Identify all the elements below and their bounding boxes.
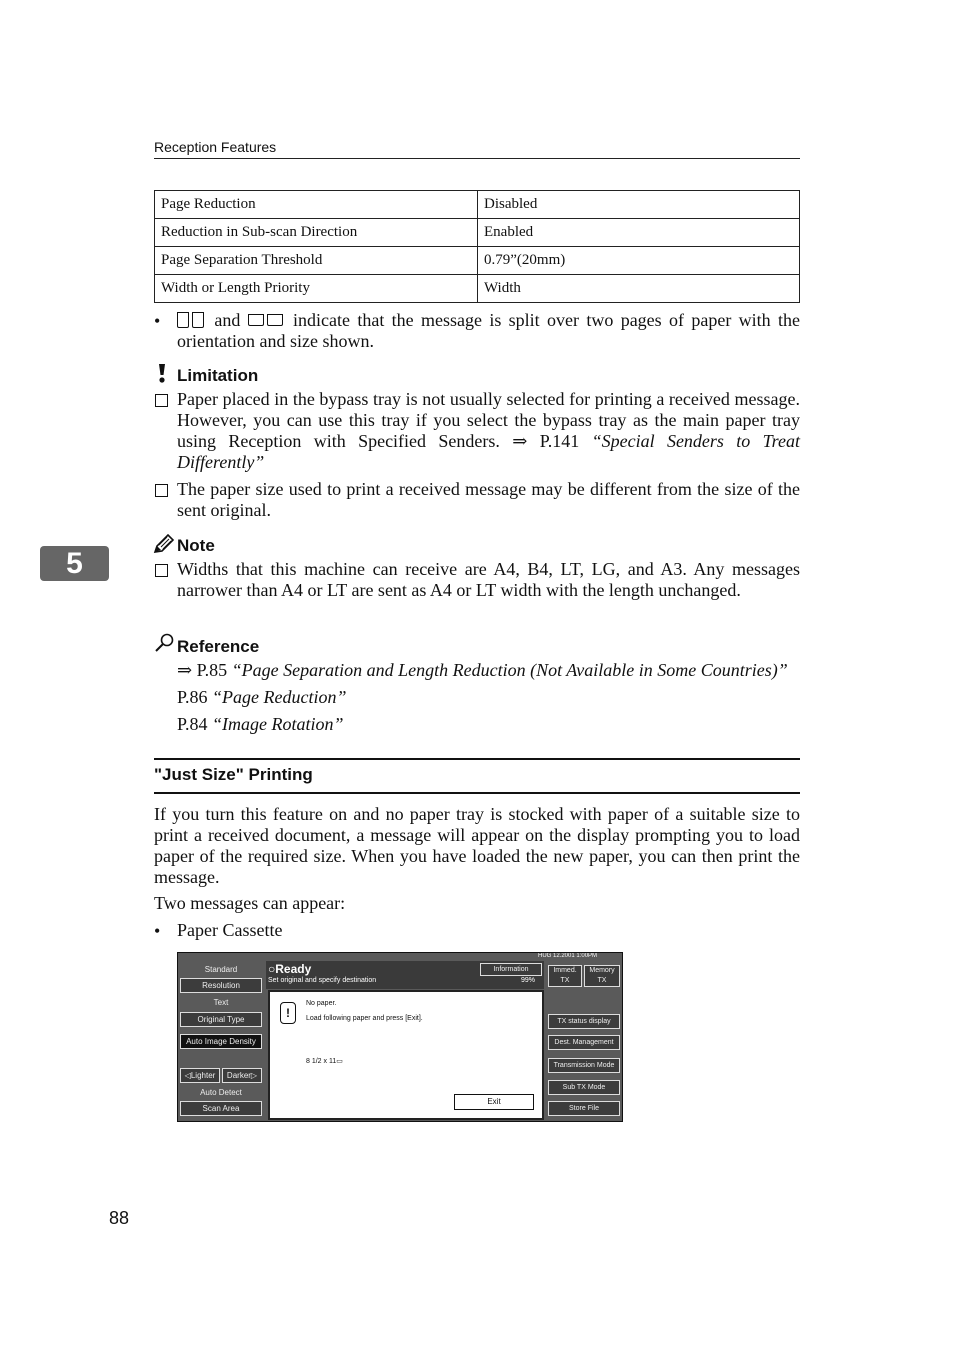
limitation-item-1-ref: “Special Senders to Treat Differently” (177, 431, 801, 472)
paper-cassette-bullet: Paper Cassette (177, 920, 283, 940)
darker-button[interactable]: Darker▷ (222, 1068, 262, 1083)
table-cell: Enabled (478, 219, 800, 247)
limitation-item-2: The paper size used to print a received message may be different from the size of the sent original. (177, 479, 800, 520)
limitation-item-1-text: Paper placed in the bypass tray is not usually selected for printing a received message. However, you can use this tray if you select the bypass tray as the main paper tray using Reception with Specified Senders. ⇒ P.141 (177, 389, 800, 451)
store-file-button[interactable]: Store File (548, 1101, 620, 1116)
reference-line-1 (177, 660, 800, 681)
chapter-tab: 5 (40, 546, 109, 581)
note-item-1: Widths that this machine can receive are A4, B4, LT, LG, and A3. Any messages narrower than A4 or LT are sent as A4 or LT width with the length unchanged. (177, 559, 800, 600)
page-number: 88 (109, 1208, 130, 1228)
scan-area-button[interactable]: Scan Area (180, 1101, 262, 1116)
reference-line-2 (177, 687, 347, 708)
reference-link[interactable]: “Page Separation and Length Reduction (Not Available in Some Countries)” (231, 660, 788, 680)
portrait-page-icon (192, 312, 204, 328)
reference-page: P.84 (177, 714, 208, 734)
just-size-paragraph: If you turn this feature on and no paper tray is stocked with paper of a suitable size to print a received document, a message will appear on the display prompting you to load paper of the required size. When you have loaded the new paper, you can then print the message. (154, 804, 800, 887)
reference-page: ⇒ P.85 (177, 660, 228, 680)
reference-link[interactable]: “Image Rotation” (212, 714, 344, 734)
standard-label: Standard (204, 965, 238, 974)
table-cell: Width or Length Priority (155, 275, 478, 303)
bullet-dot: • (154, 311, 161, 331)
header-rule (154, 158, 800, 159)
ready-status: ○Ready (268, 962, 312, 976)
landscape-page-icon (248, 314, 264, 326)
dialog-line-2: Load following paper and press [Exit]. (306, 1015, 423, 1022)
checkbox-icon (155, 484, 168, 502)
memory-tx-button[interactable]: Memory TX (584, 965, 620, 987)
resolution-button[interactable]: Resolution (180, 978, 262, 993)
portrait-page-icon (177, 312, 189, 328)
clock-readout: HUG 12.2001 1:00PM (538, 953, 598, 959)
lighter-button[interactable]: ◁Lighter (180, 1068, 220, 1083)
table-cell: Disabled (478, 191, 800, 219)
no-paper-dialog (268, 990, 544, 1120)
sub-tx-mode-button[interactable]: Sub TX Mode (548, 1080, 620, 1095)
table-row (155, 247, 800, 275)
information-button[interactable]: Information (480, 963, 542, 976)
memory-percent: 99% (521, 977, 536, 984)
reference-page: P.86 (177, 687, 208, 707)
checkbox-icon (155, 564, 168, 582)
section-heading: "Just Size" Printing (154, 765, 313, 784)
section-rule-top (154, 758, 800, 760)
table-cell: Reduction in Sub-scan Direction (155, 219, 478, 247)
limitation-icon (154, 363, 170, 385)
split-bullet-text (177, 310, 800, 352)
table-row (155, 275, 800, 303)
settings-table (154, 190, 800, 303)
reference-line-3 (177, 714, 344, 735)
just-size-paragraph-2: Two messages can appear: (154, 893, 346, 913)
running-head: Reception Features (154, 139, 277, 155)
operation-panel-screenshot (177, 952, 623, 1122)
transmission-mode-button[interactable]: Transmission Mode (548, 1058, 620, 1073)
table-cell: Page Reduction (155, 191, 478, 219)
status-bar (266, 961, 544, 989)
reference-link[interactable]: “Page Reduction” (212, 687, 347, 707)
auto-detect-label: Auto Detect (200, 1088, 242, 1097)
status-sub-text: Set original and specify destination (268, 977, 377, 984)
text-label: Text (213, 998, 229, 1007)
tx-status-button[interactable]: TX status display (548, 1014, 620, 1029)
table-row (155, 219, 800, 247)
immed-tx-button[interactable]: Immed. TX (548, 965, 582, 987)
note-title: Note (177, 536, 215, 555)
magnifier-icon (154, 633, 176, 653)
table-cell: Width (478, 275, 800, 303)
checkbox-icon (155, 394, 168, 412)
table-cell: 0.79”(20mm) (478, 247, 800, 275)
pencil-icon (153, 534, 175, 554)
landscape-page-icon (267, 314, 283, 326)
and-word: and (214, 310, 241, 330)
limitation-item-1 (177, 389, 800, 473)
table-cell: Page Separation Threshold (155, 247, 478, 275)
auto-image-density-button[interactable]: Auto Image Density (180, 1034, 262, 1049)
original-type-button[interactable]: Original Type (180, 1012, 262, 1027)
dialog-line-1: No paper. (306, 1000, 337, 1007)
bullet-dot: • (154, 921, 161, 941)
section-rule-bottom (154, 792, 800, 794)
table-row (155, 191, 800, 219)
dest-management-button[interactable]: Dest. Management (548, 1035, 620, 1050)
exit-button[interactable]: Exit (454, 1094, 534, 1110)
paper-size-text: 8 1/2 x 11▭ (306, 1058, 343, 1065)
split-explanation: indicate that the message is split over two pages of paper with the orientation and size shown. (177, 310, 801, 351)
reference-title: Reference (177, 637, 260, 656)
warning-icon: ! (280, 1002, 296, 1024)
limitation-title: Limitation (177, 366, 259, 385)
